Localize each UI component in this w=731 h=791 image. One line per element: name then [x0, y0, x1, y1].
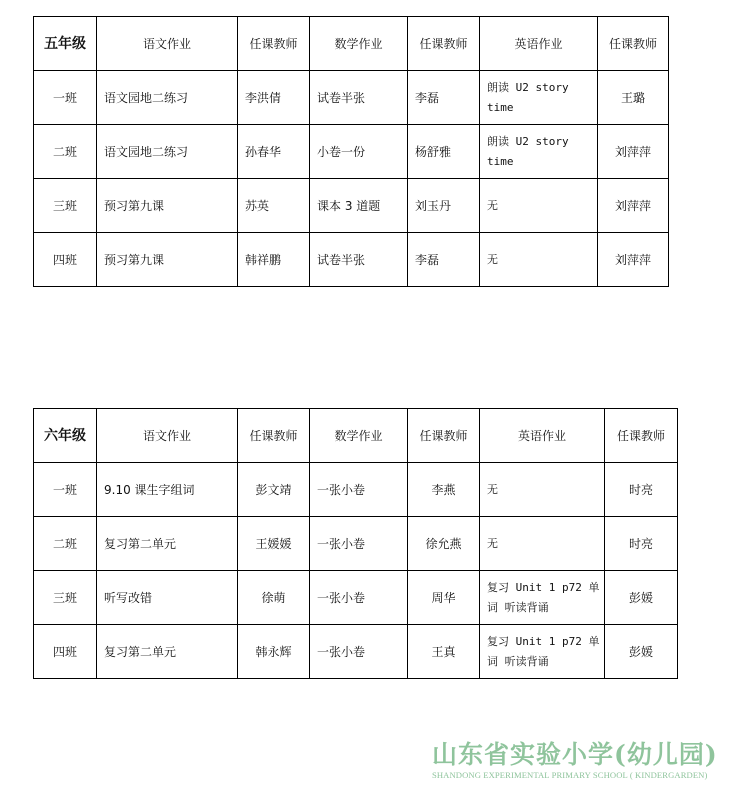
col-math-homework: 数学作业: [310, 17, 408, 71]
table-header-row: [34, 409, 678, 463]
chinese-homework-cell: 听写改错: [97, 571, 238, 625]
col-chinese-teacher: 任课教师: [238, 17, 310, 71]
teacher-cell: 彭媛: [605, 625, 678, 679]
chinese-homework-cell: 复习第二单元: [97, 625, 238, 679]
school-logo: [432, 741, 722, 787]
table-header-row: [34, 17, 669, 71]
col-english-teacher: 任课教师: [598, 17, 669, 71]
class-cell: 一班: [34, 71, 97, 125]
english-homework-cell: 复习 Unit 1 p72 单词 听读背诵: [480, 625, 605, 679]
english-homework-cell: 无: [480, 179, 598, 233]
chinese-homework-cell: 语文园地二练习: [97, 125, 238, 179]
col-chinese-teacher: 任课教师: [238, 409, 310, 463]
teacher-cell: 刘萍萍: [598, 233, 669, 287]
table-row: [34, 179, 669, 233]
teacher-cell: 王璐: [598, 71, 669, 125]
english-homework-cell: 无: [480, 463, 605, 517]
english-homework-cell: 无: [480, 233, 598, 287]
math-homework-cell: 一张小卷: [310, 517, 408, 571]
table-row: [34, 71, 669, 125]
col-math-teacher: 任课教师: [408, 409, 480, 463]
class-cell: 四班: [34, 233, 97, 287]
school-name-cn: 山东省实验小学(幼儿园): [432, 740, 718, 769]
grade-label: 六年级: [34, 409, 97, 463]
grade6-homework-table: [33, 408, 678, 679]
math-homework-cell: 课本 3 道题: [310, 179, 408, 233]
chinese-homework-cell: 语文园地二练习: [97, 71, 238, 125]
col-chinese-homework: 语文作业: [97, 409, 238, 463]
table-row: [34, 517, 678, 571]
grade5-homework-table: [33, 16, 669, 287]
teacher-cell: 时亮: [605, 517, 678, 571]
teacher-cell: 徐萌: [238, 571, 310, 625]
teacher-cell: 刘萍萍: [598, 179, 669, 233]
teacher-cell: 刘玉丹: [408, 179, 480, 233]
teacher-cell: 李磊: [408, 71, 480, 125]
math-homework-cell: 一张小卷: [310, 571, 408, 625]
teacher-cell: 苏英: [238, 179, 310, 233]
col-math-teacher: 任课教师: [408, 17, 480, 71]
table-row: [34, 463, 678, 517]
col-chinese-homework: 语文作业: [97, 17, 238, 71]
math-homework-cell: 试卷半张: [310, 233, 408, 287]
col-math-homework: 数学作业: [310, 409, 408, 463]
math-homework-cell: 试卷半张: [310, 71, 408, 125]
teacher-cell: 周华: [408, 571, 480, 625]
class-cell: 二班: [34, 125, 97, 179]
class-cell: 三班: [34, 571, 97, 625]
teacher-cell: 李燕: [408, 463, 480, 517]
teacher-cell: 刘萍萍: [598, 125, 669, 179]
english-homework-cell: 复习 Unit 1 p72 单词 听读背诵: [480, 571, 605, 625]
class-cell: 四班: [34, 625, 97, 679]
teacher-cell: 时亮: [605, 463, 678, 517]
school-name-en: SHANDONG EXPERIMENTAL PRIMARY SCHOOL ( KINDERGARDEN): [432, 770, 708, 780]
math-homework-cell: 小卷一份: [310, 125, 408, 179]
teacher-cell: 徐允燕: [408, 517, 480, 571]
math-homework-cell: 一张小卷: [310, 625, 408, 679]
chinese-homework-cell: 9.10 课生字组词: [97, 463, 238, 517]
english-homework-cell: 朗读 U2 story time: [480, 71, 598, 125]
teacher-cell: 李磊: [408, 233, 480, 287]
table-row: [34, 125, 669, 179]
class-cell: 三班: [34, 179, 97, 233]
math-homework-cell: 一张小卷: [310, 463, 408, 517]
teacher-cell: 王媛媛: [238, 517, 310, 571]
teacher-cell: 李洪倩: [238, 71, 310, 125]
col-english-teacher: 任课教师: [605, 409, 678, 463]
english-homework-cell: 朗读 U2 story time: [480, 125, 598, 179]
grade-label: 五年级: [34, 17, 97, 71]
table-row: [34, 571, 678, 625]
teacher-cell: 韩祥鹏: [238, 233, 310, 287]
class-cell: 二班: [34, 517, 97, 571]
english-homework-cell: 无: [480, 517, 605, 571]
chinese-homework-cell: 预习第九课: [97, 179, 238, 233]
teacher-cell: 彭媛: [605, 571, 678, 625]
col-english-homework: 英语作业: [480, 17, 598, 71]
table-row: [34, 233, 669, 287]
chinese-homework-cell: 预习第九课: [97, 233, 238, 287]
col-english-homework: 英语作业: [480, 409, 605, 463]
class-cell: 一班: [34, 463, 97, 517]
teacher-cell: 韩永辉: [238, 625, 310, 679]
teacher-cell: 孙春华: [238, 125, 310, 179]
teacher-cell: 彭文靖: [238, 463, 310, 517]
teacher-cell: 杨舒雅: [408, 125, 480, 179]
teacher-cell: 王真: [408, 625, 480, 679]
chinese-homework-cell: 复习第二单元: [97, 517, 238, 571]
table-row: [34, 625, 678, 679]
